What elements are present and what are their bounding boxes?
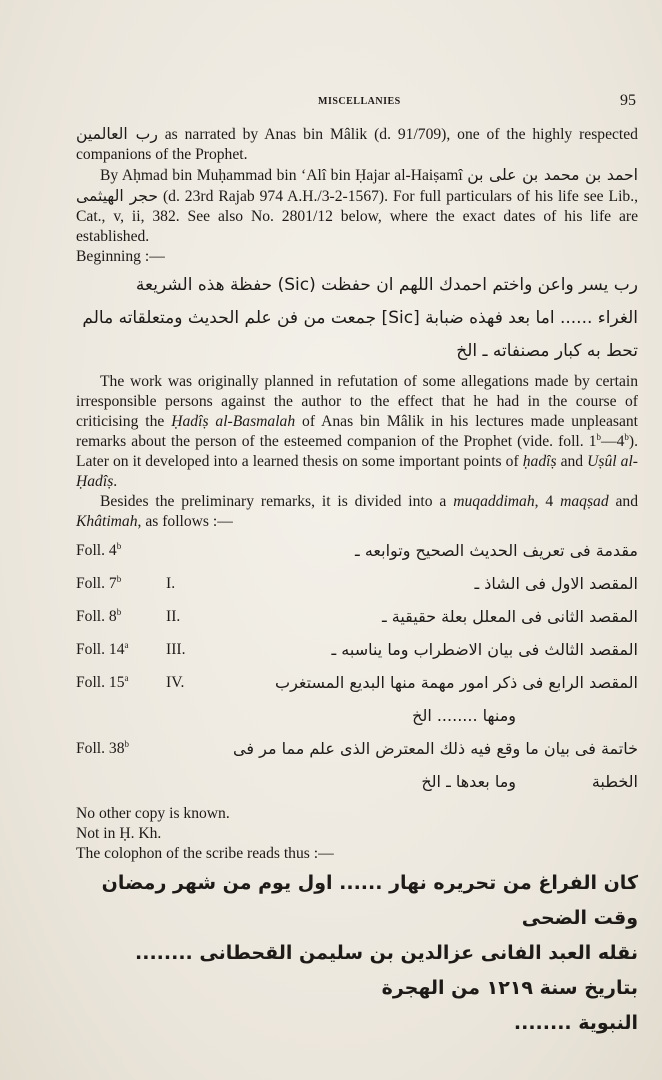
beginning-arabic bbox=[76, 269, 638, 368]
arabic-line: كان الفراغ من تحريره نهار ...... اول يوم من شهر رمضان وقت الضحى bbox=[101, 872, 638, 929]
paragraph-4: Besides the preliminary remarks, it is divided into a muqaddimah, 4 maqṣad and Khâtimah, as follows :— bbox=[76, 493, 639, 530]
paragraph-3: The work was originally planned in refutation of some allegations made by certain irresponsible persons against the author to the effect that he had in the course of criticising the Ḥadîṣ al-Basmalah of Anas bin Mâlik in his lectures made unpleasant remarks about the person of the esteemed companion of the Prophet (vide. foll. 1$^b$—4$^b$). Later on it developed into a learned thesis on some important points of ḥadîṣ and Uṣûl al-Ḥadîṣ. bbox=[76, 373, 639, 490]
beginning-label: Beginning :— bbox=[76, 248, 165, 265]
folio-ref: Foll. 15$^a$ bbox=[76, 672, 129, 691]
paragraph-2-rest: (d. 23rd Rajab 974 A.H./3-2-1567). For full particulars of his life see Lib., Cat., v, ii, 382. See also No. 2801/12 below, where the exact dates of his life are established. bbox=[76, 188, 638, 245]
colophon-arabic bbox=[76, 866, 638, 1041]
folio-ref: Foll. 14$^a$ bbox=[76, 639, 129, 658]
arabic-line: النبوية ........ bbox=[513, 1012, 638, 1034]
section-arabic: المقصد الثالث فى بيان الاضطراب وما يناسبه ـ bbox=[331, 640, 638, 659]
document-body bbox=[76, 124, 638, 1041]
section-number: IV. bbox=[166, 674, 185, 691]
folio-ref: Foll. 7$^b$ bbox=[76, 573, 122, 592]
note-line: Not in Ḥ. Kh. bbox=[76, 825, 162, 842]
folio-ref: Foll. 8$^b$ bbox=[76, 606, 122, 625]
arabic-line: الغراء ...... اما بعد فهذه ضبابة [Sic] جمعت من فن علم الحديث ومتعلقاته مالم bbox=[82, 308, 638, 328]
arabic-line: تحط به كبار مصنفاته ـ الخ bbox=[456, 341, 638, 361]
section-arabic: المقصد الاول فى الشاذ ـ bbox=[474, 574, 638, 593]
italic-term: Uṣûl al-Ḥadîṣ bbox=[76, 453, 639, 490]
italic-term: Khâtimah bbox=[76, 513, 138, 530]
section-continuation: ومنها ........ الخ bbox=[412, 706, 516, 725]
section-arabic: المقصد الثانى فى المعلل بعلة حقيقية ـ bbox=[382, 607, 638, 626]
paragraph-1-text: as narrated by Anas bin Mâlik (d. 91/709), one of the highly respected companions of the Prophet. bbox=[76, 126, 638, 163]
arabic-line: رب يسر واعن واختم احمدك اللهم ان حفظت (Sic) حفظة هذه الشريعة bbox=[135, 275, 638, 295]
notes bbox=[76, 804, 638, 864]
section-arabic: مقدمة فى تعريف الحديث الصحيح وتوابعه ـ bbox=[355, 541, 638, 560]
section-row bbox=[76, 666, 638, 699]
arabic-line: نقله العبد الفانى عزالدين بن سليمن القحطانى ........ بتاريخ سنة ١٢١٩ من الهجرة bbox=[135, 942, 638, 999]
paragraph-2-lead: By Aḥmad bin Muḥammad bin ‘Alî bin Ḥajar al-Haiṣamî bbox=[100, 167, 463, 184]
note-line: The colophon of the scribe reads thus :— bbox=[76, 845, 334, 862]
section-number bbox=[166, 534, 196, 541]
section-row bbox=[76, 633, 638, 666]
section-number: II. bbox=[166, 608, 181, 625]
section-number: III. bbox=[166, 641, 186, 658]
arabic-name: احمد بن محمد بن على بن حجر الهيثمى bbox=[76, 166, 639, 205]
italic-term: ḥadîṣ bbox=[522, 453, 557, 470]
folio-ref: Foll. 38$^b$ bbox=[76, 738, 130, 757]
sections-list bbox=[76, 534, 638, 798]
running-head: MISCELLANIES bbox=[318, 96, 401, 107]
italic-term: Ḥadîṣ al-Basmalah bbox=[171, 413, 296, 430]
paragraph-1 bbox=[76, 124, 638, 165]
section-row bbox=[76, 534, 638, 567]
section-continuation: وما بعدها ـ الخ bbox=[421, 772, 516, 791]
italic-term: muqaddimah bbox=[453, 493, 535, 510]
section-row bbox=[76, 567, 638, 600]
page-number: 95 bbox=[620, 92, 636, 109]
italic-term: maqṣad bbox=[560, 493, 609, 510]
arabic-phrase: رب العالمين bbox=[76, 125, 158, 143]
paragraph-2 bbox=[76, 165, 638, 247]
section-number: I. bbox=[166, 575, 176, 592]
section-row bbox=[76, 600, 638, 633]
section-arabic: خاتمة فى بيان ما وقع فيه ذلك المعترض الذى علم مما مر فى الخطبة bbox=[233, 739, 638, 791]
folio-ref: Foll. 4$^b$ bbox=[76, 540, 122, 559]
section-arabic: المقصد الرابع فى ذكر امور مهمة منها البديع المستغرب bbox=[275, 673, 638, 692]
note-line: No other copy is known. bbox=[76, 805, 230, 822]
page-header bbox=[0, 92, 662, 112]
section-number bbox=[166, 732, 196, 739]
